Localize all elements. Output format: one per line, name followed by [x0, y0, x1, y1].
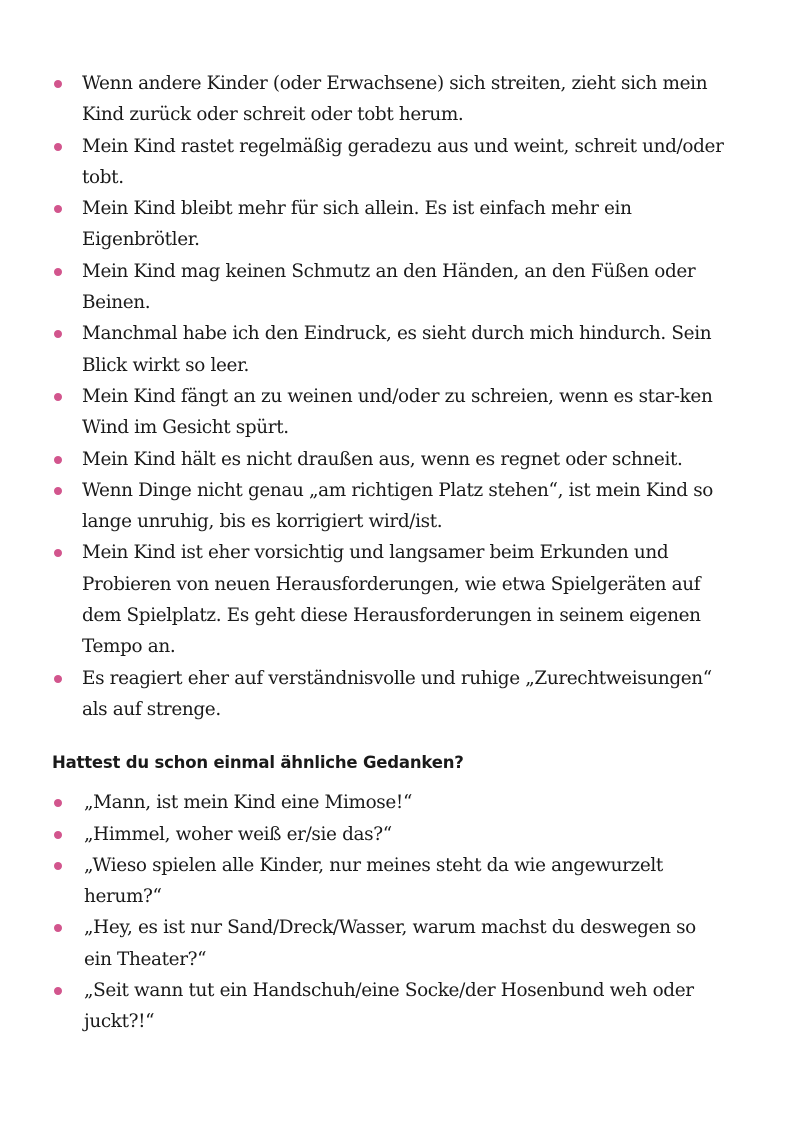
- bullet-dot-icon: [54, 675, 62, 683]
- bullet-dot-icon: [54, 487, 62, 495]
- list-item: [52, 787, 724, 818]
- list-item: [52, 975, 724, 1038]
- list-item: [52, 318, 724, 381]
- list-item-text: Mein Kind hält es nicht draußen aus, wenn es regnet oder schneit.: [82, 448, 683, 470]
- bullet-dot-icon: [54, 143, 62, 151]
- list-item: [52, 537, 724, 662]
- bullet-dot-icon: [54, 799, 62, 807]
- bullet-dot-icon: [54, 456, 62, 464]
- list-item: [52, 193, 724, 256]
- list-item-text: „Himmel, woher weiß er/sie das?“: [84, 823, 392, 845]
- list-item-text: Mein Kind mag keinen Schmutz an den Händen, an den Füßen oder Beinen.: [82, 260, 696, 314]
- bullet-dot-icon: [54, 831, 62, 839]
- bullet-dot-icon: [54, 268, 62, 276]
- thoughts-list: [52, 787, 724, 1037]
- bullet-dot-icon: [54, 924, 62, 932]
- list-item: [52, 256, 724, 319]
- bullet-dot-icon: [54, 862, 62, 870]
- list-item-text: „Hey, es ist nur Sand/Dreck/Wasser, warum machst du deswegen so ein Theater?“: [84, 917, 696, 970]
- list-item-text: Mein Kind ist eher vorsichtig und langsamer beim Erkunden und Probieren von neuen Herausforderungen, wie etwa Spielgeräten auf dem Spielplatz. Es geht diese Herausforderungen in seinem eigenen Tempo an.: [82, 542, 701, 658]
- list-item-text: „Mann, ist mein Kind eine Mimose!“: [84, 792, 413, 814]
- bullet-dot-icon: [54, 80, 62, 88]
- list-item: [52, 68, 724, 131]
- list-item-text: Manchmal habe ich den Eindruck, es sieht durch mich hindurch. Sein Blick wirkt so leer.: [82, 323, 712, 376]
- bullet-dot-icon: [54, 330, 62, 338]
- list-item: [52, 475, 724, 538]
- list-item: [52, 819, 724, 850]
- list-item-text: Mein Kind fängt an zu weinen und/oder zu schreien, wenn es star-ken Wind im Gesicht spürt.: [82, 385, 713, 439]
- bullet-dot-icon: [54, 987, 62, 995]
- list-item-text: Wenn andere Kinder (oder Erwachsene) sich streiten, zieht sich mein Kind zurück oder schreit oder tobt herum.: [82, 73, 708, 126]
- bullet-dot-icon: [54, 549, 62, 557]
- bullet-dot-icon: [54, 205, 62, 213]
- list-item-text: „Seit wann tut ein Handschuh/eine Socke/der Hosenbund weh oder juckt?!“: [84, 980, 694, 1033]
- behavior-list: [52, 68, 724, 725]
- list-item-text: „Wieso spielen alle Kinder, nur meines steht da wie angewurzelt herum?“: [84, 854, 663, 908]
- list-item: [52, 381, 724, 444]
- list-item-text: Mein Kind rastet regelmäßig geradezu aus und weint, schreit und/oder tobt.: [82, 135, 724, 188]
- list-item: [52, 850, 724, 913]
- list-item-text: Wenn Dinge nicht genau „am richtigen Platz stehen“, ist mein Kind so lange unruhig, bis es korrigiert wird/ist.: [82, 479, 714, 533]
- list-item: [52, 444, 724, 475]
- list-item: [52, 663, 724, 726]
- bullet-dot-icon: [54, 393, 62, 401]
- list-item: [52, 131, 724, 194]
- list-item-text: Es reagiert eher auf verständnisvolle und ruhige „Zurechtweisungen“ als auf strenge.: [82, 667, 712, 720]
- list-item: [52, 912, 724, 975]
- section-heading: Hattest du schon einmal ähnliche Gedanken?: [52, 753, 464, 773]
- list-item-text: Mein Kind bleibt mehr für sich allein. Es ist einfach mehr ein Eigenbrötler.: [82, 198, 632, 251]
